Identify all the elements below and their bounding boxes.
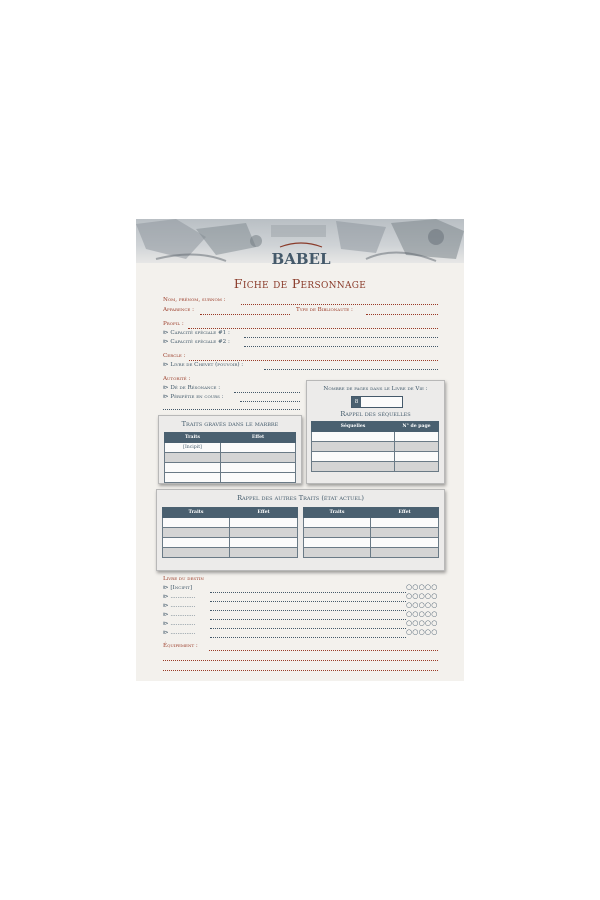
trait-cell[interactable] <box>163 548 230 558</box>
equipment-field[interactable] <box>209 650 438 651</box>
destiny-field[interactable] <box>210 637 406 638</box>
table-row <box>304 548 439 558</box>
marble-cell[interactable] <box>221 443 296 453</box>
resonance-die-label: ⧐ Dé de Résonance : <box>163 385 221 391</box>
marble-cell[interactable] <box>165 463 221 473</box>
sequels-table <box>311 421 439 472</box>
destiny-item: ⧐ .............. <box>163 630 196 636</box>
destiny-field[interactable] <box>210 619 406 620</box>
special-ability-1-label: ⧐ Capacité spéciale #1 : <box>163 330 230 336</box>
equipment-field[interactable] <box>163 660 438 661</box>
destiny-circles[interactable]: ○○○○○ <box>406 592 438 600</box>
table-row <box>304 518 439 528</box>
destiny-circles[interactable]: ○○○○○ <box>406 619 438 627</box>
special-ability-2-field[interactable] <box>244 346 438 347</box>
current-peripetie-label: ⧐ Péripétie en cours : <box>163 394 224 400</box>
table-row <box>163 538 298 548</box>
marble-header-effect: Effet <box>221 433 296 443</box>
resonance-die-field[interactable] <box>234 392 300 393</box>
trait-cell[interactable] <box>304 548 371 558</box>
trait-cell[interactable] <box>230 548 298 558</box>
destiny-circles[interactable]: ○○○○○ <box>406 628 438 636</box>
sequels-panel <box>306 380 445 484</box>
destiny-field[interactable] <box>210 628 406 629</box>
trait-cell[interactable] <box>371 538 439 548</box>
trait-cell[interactable] <box>163 538 230 548</box>
babel-logo-text: BABEL <box>271 250 331 268</box>
marble-cell[interactable] <box>221 473 296 483</box>
authority-label: Autorité : <box>163 376 191 382</box>
destiny-field[interactable] <box>210 601 406 602</box>
destiny-field[interactable] <box>210 610 406 611</box>
table-row <box>312 452 439 462</box>
table-row <box>304 528 439 538</box>
trait-cell[interactable] <box>230 528 298 538</box>
destiny-item: ⧐ .............. <box>163 621 196 627</box>
trait-cell[interactable] <box>371 528 439 538</box>
current-peripetie-field[interactable] <box>240 401 300 402</box>
profile-label: Profil : <box>163 321 184 327</box>
biblionaute-type-field[interactable] <box>366 314 438 315</box>
table-row <box>165 463 296 473</box>
destiny-circles[interactable]: ○○○○○ <box>406 583 438 591</box>
sequel-cell[interactable] <box>312 432 395 442</box>
special-ability-2-label: ⧐ Capacité spéciale #2 : <box>163 339 230 345</box>
equipment-field[interactable] <box>163 670 438 671</box>
character-sheet <box>136 219 464 681</box>
sequel-cell[interactable] <box>395 442 439 452</box>
special-ability-1-field[interactable] <box>244 337 438 338</box>
destiny-circles[interactable]: ○○○○○ <box>406 610 438 618</box>
trait-cell[interactable] <box>230 538 298 548</box>
marble-cell[interactable] <box>165 473 221 483</box>
sequels-title: Rappel des séquelles <box>340 410 411 418</box>
table-row <box>163 548 298 558</box>
marble-cell[interactable]: [Incipit] <box>165 443 221 453</box>
trait-cell[interactable] <box>163 518 230 528</box>
appearance-field[interactable] <box>200 314 290 315</box>
name-label: Nom, prénom, surnom : <box>163 297 226 303</box>
other-traits-header-traits: Traits <box>163 508 230 518</box>
trait-cell[interactable] <box>163 528 230 538</box>
marble-header-traits: Traits <box>165 433 221 443</box>
table-row <box>312 442 439 452</box>
biblionaute-type-label: Type de Biblionaute : <box>296 307 353 313</box>
other-traits-table-right <box>303 507 439 558</box>
profile-field[interactable] <box>188 328 438 329</box>
marble-traits-title: Traits gravés dans le marbre <box>181 420 279 428</box>
other-traits-title: Rappel des autres Traits (état actuel) <box>237 494 364 502</box>
trait-cell[interactable] <box>371 548 439 558</box>
marble-cell[interactable] <box>165 453 221 463</box>
marble-cell[interactable] <box>221 453 296 463</box>
destiny-circles[interactable]: ○○○○○ <box>406 601 438 609</box>
life-book-pages-box[interactable] <box>351 396 403 408</box>
destiny-item: ⧐ .............. <box>163 594 196 600</box>
trait-cell[interactable] <box>304 538 371 548</box>
life-book-pages-value: 8 <box>352 397 361 407</box>
table-row <box>165 473 296 483</box>
sequel-cell[interactable] <box>395 432 439 442</box>
destiny-item: ⧐ [Incipit] <box>163 585 193 591</box>
table-row <box>163 518 298 528</box>
sequel-cell[interactable] <box>395 452 439 462</box>
sequels-header-page: N° de page <box>395 422 439 432</box>
table-row <box>165 453 296 463</box>
babel-logo <box>271 241 331 269</box>
other-traits-table-left <box>162 507 298 558</box>
circle-label: Cercle : <box>163 353 186 359</box>
sequel-cell[interactable] <box>312 452 395 462</box>
destiny-book-label: Livre du destin <box>163 576 204 582</box>
table-row <box>165 443 296 453</box>
marble-traits-panel <box>158 415 302 484</box>
equipment-label: Équipement : <box>163 643 198 649</box>
sequel-cell[interactable] <box>312 442 395 452</box>
authority-extra-line[interactable] <box>163 409 300 410</box>
table-row <box>312 432 439 442</box>
other-traits-panel <box>156 489 445 571</box>
sequels-header-name: Séquelles <box>312 422 395 432</box>
trait-cell[interactable] <box>230 518 298 528</box>
destiny-item: ⧐ .............. <box>163 612 196 618</box>
sequel-cell[interactable] <box>312 462 395 472</box>
bedside-book-label: ⧐ Livre de Chevet (pouvoir) : <box>163 362 244 368</box>
table-row <box>163 528 298 538</box>
destiny-item: ⧐ .............. <box>163 603 196 609</box>
sequel-cell[interactable] <box>395 462 439 472</box>
table-row <box>304 538 439 548</box>
bedside-book-field[interactable] <box>264 369 438 370</box>
marble-traits-table <box>164 432 296 483</box>
name-field[interactable] <box>241 304 438 305</box>
destiny-field[interactable] <box>210 592 406 593</box>
trait-cell[interactable] <box>304 518 371 528</box>
appearance-label: Apparence : <box>163 307 195 313</box>
trait-cell[interactable] <box>371 518 439 528</box>
trait-cell[interactable] <box>304 528 371 538</box>
life-book-pages-label: Nombre de pages dans le Livre de Vie : <box>323 386 428 392</box>
other-traits-header-traits: Traits <box>304 508 371 518</box>
other-traits-header-effect: Effet <box>230 508 298 518</box>
page-title: Fiche de Personnage <box>233 276 367 291</box>
circle-field[interactable] <box>189 360 438 361</box>
table-row <box>312 462 439 472</box>
marble-cell[interactable] <box>221 463 296 473</box>
other-traits-header-effect: Effet <box>371 508 439 518</box>
